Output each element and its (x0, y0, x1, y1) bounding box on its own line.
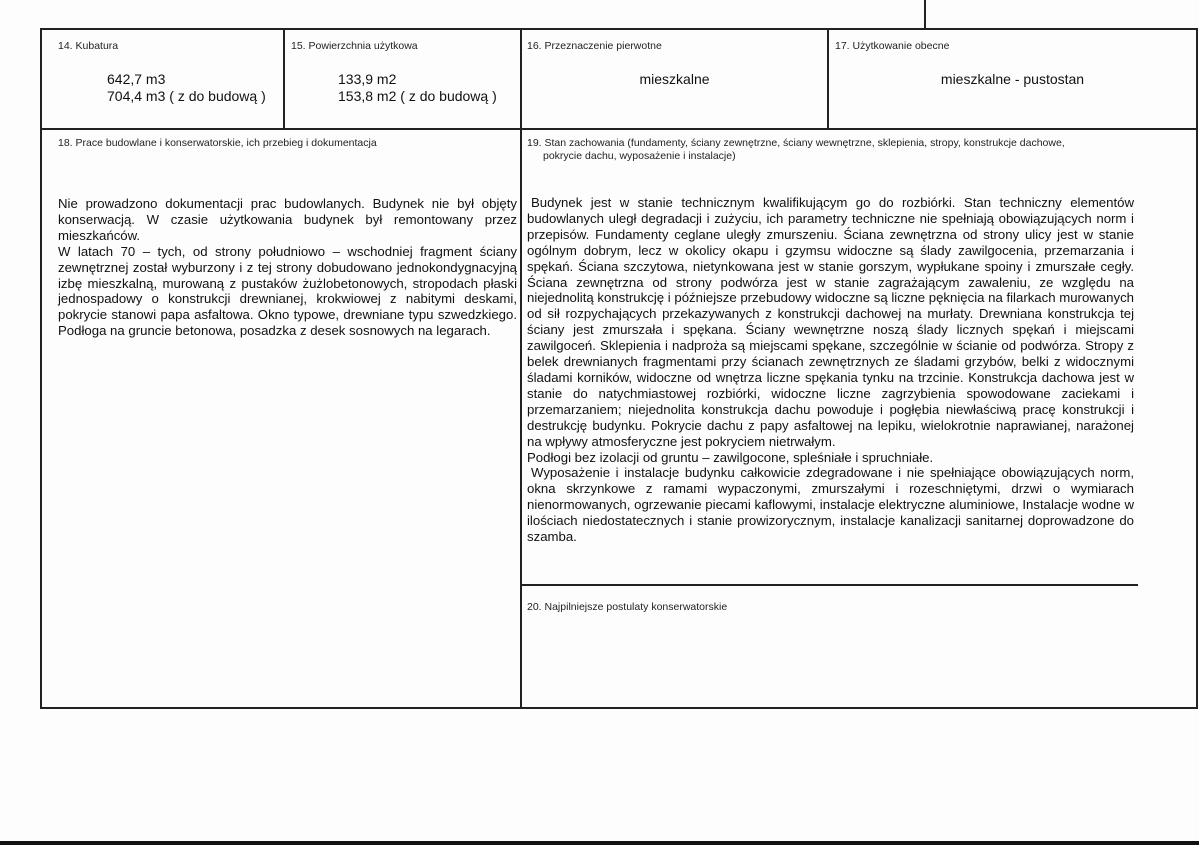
field-16-value: mieszkalne (639, 71, 710, 87)
field-16-label: 16. Przeznaczenie pierwotne (527, 40, 662, 52)
top-border-line (40, 28, 1198, 30)
row1-bottom-line (40, 128, 1198, 130)
divider-14-15 (283, 28, 285, 129)
right-border-line (1196, 28, 1198, 708)
field-18-paragraph-2: W latach 70 – tych, od strony południowo – wschodniej fragment ściany zewnętrznej został wyburzony i z tej strony dobudowano jednokondygnacyjną izbę mieszkalną, murowaną z pustaków żużlobetonowych, stropodach płaski jednospadowy o konstrukcji drewnianej, krokwiowej z nabitymi deskami, pokrycie stanowi papa asfaltowa. Okno typowe, drewniane typu szwedzkiego. Podłoga na gruncie betonowa, posadzka z desek sosnowych na legarach. (58, 243, 517, 339)
field-18-label: 18. Prace budowlane i konserwatorskie, ich przebieg i dokumentacja (58, 137, 377, 149)
field-18-text (58, 196, 517, 339)
field-17-label: 17. Użytkowanie obecne (835, 40, 950, 52)
field-19-label-line1: 19. Stan zachowania (fundamenty, ściany zewnętrzne, ściany wewnętrzne, sklepienia, stropy, konstrukcje dachowe, (527, 137, 1065, 149)
field-14-label: 14. Kubatura (58, 40, 119, 52)
field-19-label-line2: pokrycie dachu, wyposażenie i instalacje) (543, 150, 736, 162)
field-15-value-line1: 133,9 m2 (338, 71, 397, 87)
field-14-value-line2: 704,4 m3 ( z do budową ) (107, 88, 266, 104)
field-17-value: mieszkalne - pustostan (940, 71, 1085, 87)
bottom-border-line (40, 707, 1198, 709)
field-19-paragraph-2: Podłogi bez izolacji od gruntu – zawilgocone, spleśniałe i spruchniałe. (527, 449, 934, 465)
field-19-paragraph-3: Wyposażenie i instalacje budynku całkowicie zdegradowane i nie spełniające obowiązujących norm, okna skrzynkowe z ramami wypaczonymi, zmurszałymi i rozeschniętymi, drzwi o wymiarach nienormowanych, ogrzewanie piecami kaflowymi, instalacje elektryczne aluminiowe, Instalacje wodne w ilościach niedostatecznych i stanie prowizorycznym, instalacje kanalizacji sanitarnej doprowadzone do szamba. (527, 465, 1134, 545)
field-14-value-line1: 642,7 m3 (107, 71, 166, 87)
top-right-partial-divider (924, 0, 926, 28)
field-18-paragraph-1: Nie prowadzono dokumentacji prac budowlanych. Budynek nie był objęty konserwacją. W czasie użytkowania budynek był remontowany przez mieszkańców. (58, 196, 517, 243)
divider-15-16 (520, 28, 522, 708)
field-15-value-line2: 153,8 m2 ( z do budową ) (338, 88, 497, 104)
separator-19-20 (520, 584, 1138, 586)
field-20-label: 20. Najpilniejsze postulaty konserwatorskie (527, 601, 728, 613)
field-19-paragraph-1: Budynek jest w stanie technicznym kwalifikującym go do rozbiórki. Stan techniczny elementów budowlanych uległ degradacji i zużyciu, ich parametry techniczne nie spełniają obowiązujących norm i przepisów. Fundamenty ceglane uległy zmurszeniu. Ściana zewnętrzna od strony ulicy jest w stanie ogólnym dobrym, lecz w okolicy okapu i gzymsu widoczne są ślady zawilgocenia, przemarzania i spękań. Ściana szczytowa, nietynkowana jest w stanie gorszym, wypłukane spoiny i zmurszałe cegły. Ściana zewnętrzna od strony podwórza jest w stanie zagrażającym zawaleniu, ze względu na niejednolitą konstrukcję i późniejsze przebudowy widoczne są liczne pęknięcia na filarkach murowanych od sił rozpychających przekazywanych z konstrukcji dachowej na murłaty. Drewniana konstrukcja tej ściany jest zmurszała i spękana. Ściany wewnętrzne noszą ślady licznych spękań i miejscami zawilgoceń. Sklepienia i nadproża są miejscami spękane, szczególnie w ścianie od podwórza. Stropy z belek drewnianych fragmentami przy ścianach zewnętrznych ze śladami grzybów, belki z widocznymi śladami korników, widoczne od wnętrza liczne spękania tynku na trzcinie. Konstrukcja dachowa jest w stanie do natychmiastowej rozbiórki, widoczne liczne zagrzybienia spowodowane zaciekami i przemarzaniem; niejednolita konstrukcja dachu powoduje i pogłębia niewłaściwą pracę konstrukcji i destrukcję budynku. Pokrycie dachu z papy asfaltowej na lepiku, wielokrotnie naprawianej, narażonej na wpływy atmosferyczne jest pokryciem nietrwałym. (527, 195, 1134, 449)
field-15-label: 15. Powierzchnia użytkowa (291, 40, 418, 52)
field-19-text (527, 195, 1134, 545)
scan-bottom-edge (0, 841, 1199, 845)
left-border-line (40, 28, 42, 708)
